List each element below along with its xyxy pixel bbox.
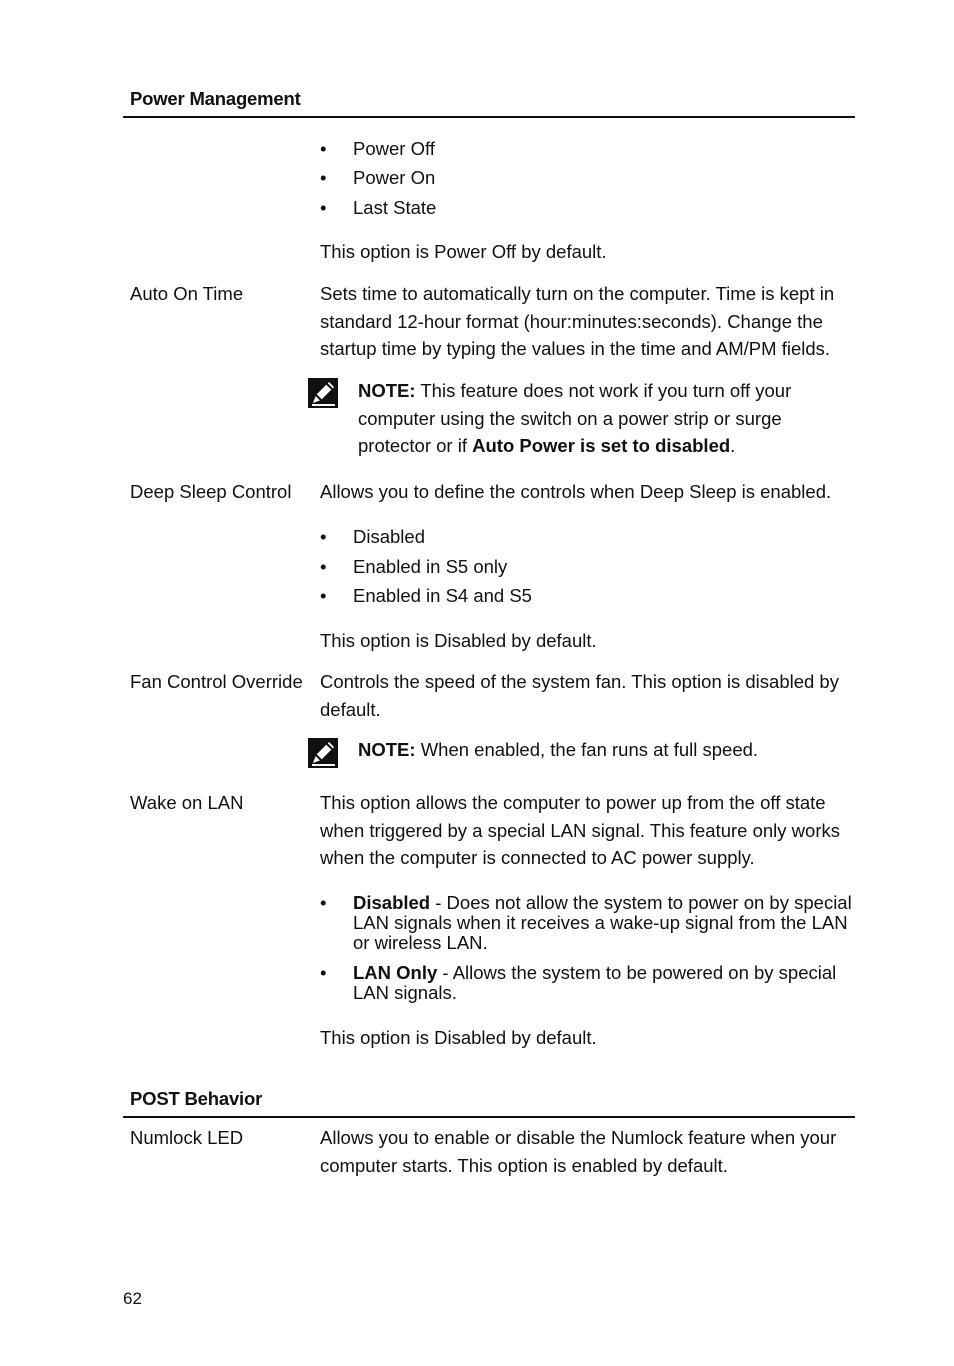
list-item-text (353, 893, 853, 953)
setting-description: Allows you to define the controls when Deep Sleep is enabled. (320, 481, 832, 502)
setting-label-fan-control-override: Fan Control Override (130, 671, 303, 692)
section-divider (123, 1116, 855, 1118)
bullet-icon: • (320, 556, 327, 577)
list-item-text: Power On (353, 167, 436, 188)
list-item-text: Last State (353, 197, 437, 218)
note-body: This feature does not work if you turn off your computer using the switch on a power strip or surge protector or if (358, 380, 792, 456)
page-number: 62 (123, 1289, 142, 1308)
setting-description: Allows you to enable or disable the Numlock feature when your computer starts. This option is enabled by default. (320, 1127, 837, 1176)
option-name: LAN Only (353, 962, 438, 983)
bullet-icon: • (320, 892, 327, 913)
list-item-text: Disabled (353, 526, 425, 547)
setting-label-wake-on-lan: Wake on LAN (130, 792, 244, 813)
note-emphasis: Auto Power is set to disabled (472, 435, 731, 456)
setting-label-numlock-led: Numlock LED (130, 1127, 244, 1148)
setting-label-auto-on-time: Auto On Time (130, 283, 244, 304)
default-note: This option is Power Off by default. (320, 241, 607, 262)
note-label: NOTE: (358, 380, 416, 401)
note-label: NOTE: (358, 739, 416, 760)
setting-label-deep-sleep-control: Deep Sleep Control (130, 481, 292, 502)
bullet-icon: • (320, 197, 327, 218)
note-end: . (730, 435, 736, 456)
bullet-icon: • (320, 526, 327, 547)
option-text: - Does not allow the system to power on by special LAN signals when it receives a wake-up signal from the LAN or wireless LAN. (353, 892, 852, 953)
note-pencil-icon (308, 378, 338, 408)
option-text: - Allows the system to be powered on by special LAN signals. (353, 962, 837, 1003)
section-title-post-behavior: POST Behavior (130, 1088, 263, 1109)
note-text (358, 736, 848, 764)
setting-description: This option allows the computer to power up from the off state when triggered by a special LAN signal. This feature only works when the computer is connected to AC power supply. (320, 792, 840, 868)
setting-description: Controls the speed of the system fan. This option is disabled by default. (320, 671, 839, 720)
section-divider (123, 116, 855, 118)
note-pencil-icon (308, 738, 338, 768)
option-name: Disabled (353, 892, 431, 913)
setting-description: Sets time to automatically turn on the computer. Time is kept in standard 12-hour format (hour:minutes:seconds). Change the startup time by typing the values in the time and AM/PM fields. (320, 283, 835, 359)
section-title-power-management: Power Management (130, 88, 301, 109)
list-item-text (353, 963, 853, 1003)
list-item-text: Enabled in S4 and S5 (353, 585, 532, 606)
bullet-icon: • (320, 962, 327, 983)
note-text (358, 377, 848, 460)
note-body: When enabled, the fan runs at full speed. (415, 739, 759, 760)
bullet-icon: • (320, 138, 327, 159)
bullet-icon: • (320, 167, 327, 188)
default-note: This option is Disabled by default. (320, 630, 597, 651)
bullet-icon: • (320, 585, 327, 606)
default-note: This option is Disabled by default. (320, 1027, 597, 1048)
list-item-text: Power Off (353, 138, 435, 159)
list-item-text: Enabled in S5 only (353, 556, 508, 577)
